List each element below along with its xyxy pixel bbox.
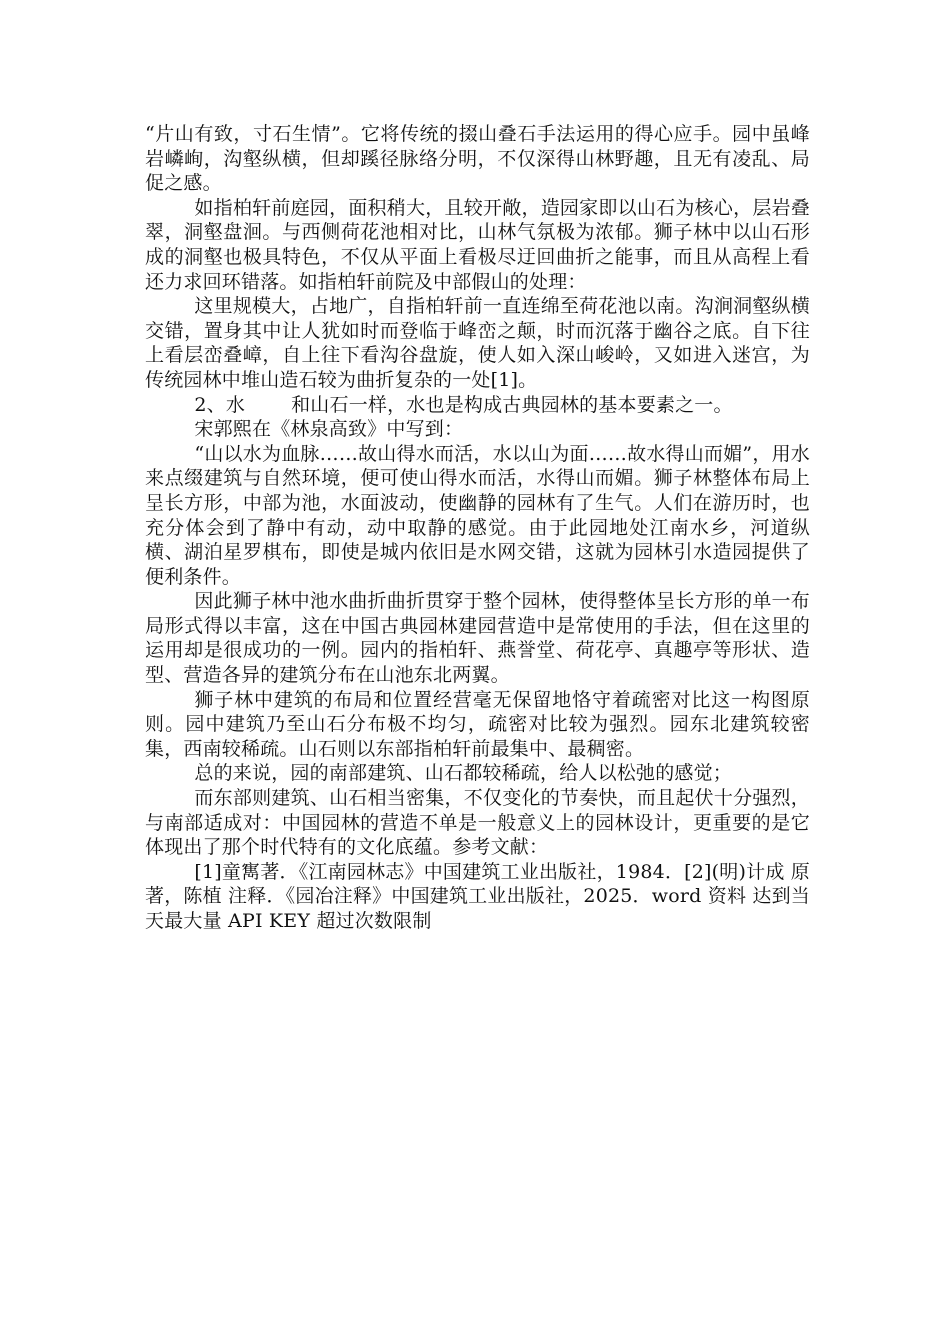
section-heading-water [145, 393, 810, 418]
paragraph-east-conclusion: 而东部则建筑、山石相当密集，不仅变化的节奏快，而且起伏十分强烈，与南部适成对：中国园林的营造不单是一般意义上的园林设计，更重要的是它体现出了那个时代特有的文化底蕴。参考文献： [145, 787, 810, 859]
paragraph-pond-layout: 因此狮子林中池水曲折曲折贯穿于整个园林，使得整体呈长方形的单一布局形式得以丰富，这在中国古典园林建园营造中是常使用的手法，但在这里的运用却是很成功的一例。园内的指柏轩、燕誉堂、荷花亭、真趣亭等形状、造型、营造各异的建筑分布在山池东北两翼。 [145, 590, 810, 687]
paragraph-quote-intro: 宋郭熙在《林泉高致》中写到： [194, 418, 464, 441]
water-heading-text: 和山石一样，水也是构成古典园林的基本要素之一。 [291, 393, 733, 416]
paragraph-water-quote: “山以水为血脉……故山得水而活，水以山为面……故水得山而媚”，用水来点缀建筑与自然环境，便可使山得水而活，水得山而媚。狮子林整体布局上呈长方形，中部为池，水面波动，使幽静的园林有了生气。人们在游历时，也充分体会到了静中有动，动中取静的感觉。由于此园地处江南水乡，河道纵横、湖泊星罗棋布，即使是城内依旧是水网交错，这就为园林引水造园提供了便利条件。 [145, 442, 810, 588]
paragraph-density-contrast: 狮子林中建筑的布局和位置经营毫无保留地恪守着疏密对比这一构图原则。园中建筑乃至山石分布极不均匀，疏密对比较为强烈。园东北建筑较密集，西南较稀疏。山石则以东部指柏轩前最集中、最稠密。 [145, 688, 810, 760]
paragraph-rockery-scale: 这里规模大，占地广，自指柏轩前一直连绵至荷花池以南。沟涧洞壑纵横交错，置身其中让人犹如时而登临于峰峦之颠，时而沉落于幽谷之底。自下往上看层峦叠嶂，自上往下看沟谷盘旋，使人如入深山峻岭，又如进入迷宫，为传统园林中堆山造石较为曲折复杂的一处[1]。 [145, 295, 810, 391]
paragraph-south-summary: 总的来说，园的南部建筑、山石都较稀疏，给人以松弛的感觉； [194, 762, 732, 785]
paragraph-references: [1]童寯著．《江南园林志》中国建筑工业出版社，1984．[2](明)计成 原著，陈植 注释．《园冶注释》中国建筑工业出版社，2025．word 资料 达到当天最大量 API KEY 超过次数限制 [145, 860, 810, 932]
document-page [145, 122, 810, 934]
paragraph-baixuan-courtyard: 如指柏轩前庭园，面积稍大，且较开敞，造园家即以山石为核心，层岩叠翠，洞壑盘洄。与西侧荷花池相对比，山林气氛极为浓郁。狮子林中以山石形成的洞壑也极具特色，不仅从平面上看极尽迂回曲折之能事，而且从高程上看还力求回环错落。如指柏轩前院及中部假山的处理： [145, 196, 810, 293]
paragraph-stone-intro: “片山有致，寸石生情”。它将传统的掇山叠石手法运用的得心应手。园中虽峰岩嶙峋，沟壑纵横，但却蹊径脉络分明，不仅深得山林野趣，且无有凌乱、局促之感。 [145, 123, 810, 195]
water-heading: 2、水 [194, 393, 246, 416]
